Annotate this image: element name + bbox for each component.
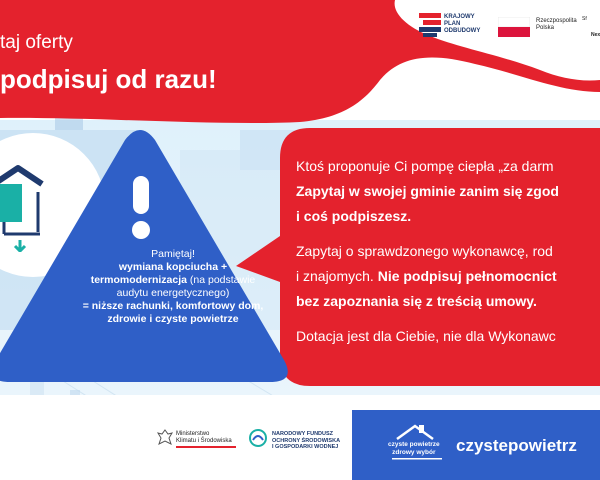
czyste-powietrze-logo-label: czyste powietrze zdrowy wybór (388, 441, 440, 456)
nfosigw-logo-icon (248, 428, 268, 448)
bubble-message: Ktoś proponuje Ci pompę ciepła „za darm Zapytaj w swojej gminie zanim się zgod i coś podpiszesz. Zapytaj o sprawdzonego wykonawcę, rod i znajomych. Nie podpisuj pełnomocnict bez zapoznania się z treścią umowy. Dotacja jest dla Ciebie, nie dla Wykonawc (296, 158, 559, 344)
rp-logo-label: Rzeczpospolita Polska (536, 18, 577, 31)
page-title: podpisuj od razu! (0, 64, 217, 94)
cp-logo-underline (392, 458, 442, 461)
cut-logo-top: Sf (582, 16, 587, 22)
kpo-logo-label: KRAJOWY PLAN ODBUDOWY (444, 14, 481, 34)
eagle-emblem-icon (156, 428, 174, 448)
exclamation-icon (128, 176, 154, 240)
website-link[interactable]: czystepowietrz (456, 436, 577, 455)
warning-message: Pamiętaj! wymiana kopciucha + termomodernizacja (na podstawie audytu energetycznego) = niższe rachunki, komfortowy dom, zdrowie i czyste powietrze (82, 248, 264, 325)
house-roof-icon (395, 423, 435, 441)
cut-logo-bottom: Nex (591, 32, 600, 38)
ministry-underline (176, 446, 236, 449)
nfosigw-logo-label: NARODOWY FUNDUSZ OCHRONY ŚRODOWISKA I GOSPODARKI WODNEJ (272, 431, 341, 450)
page-subtitle: taj oferty (0, 32, 73, 53)
ministry-logo-label: Ministerstwo Klimatu i Środowiska (176, 431, 232, 444)
